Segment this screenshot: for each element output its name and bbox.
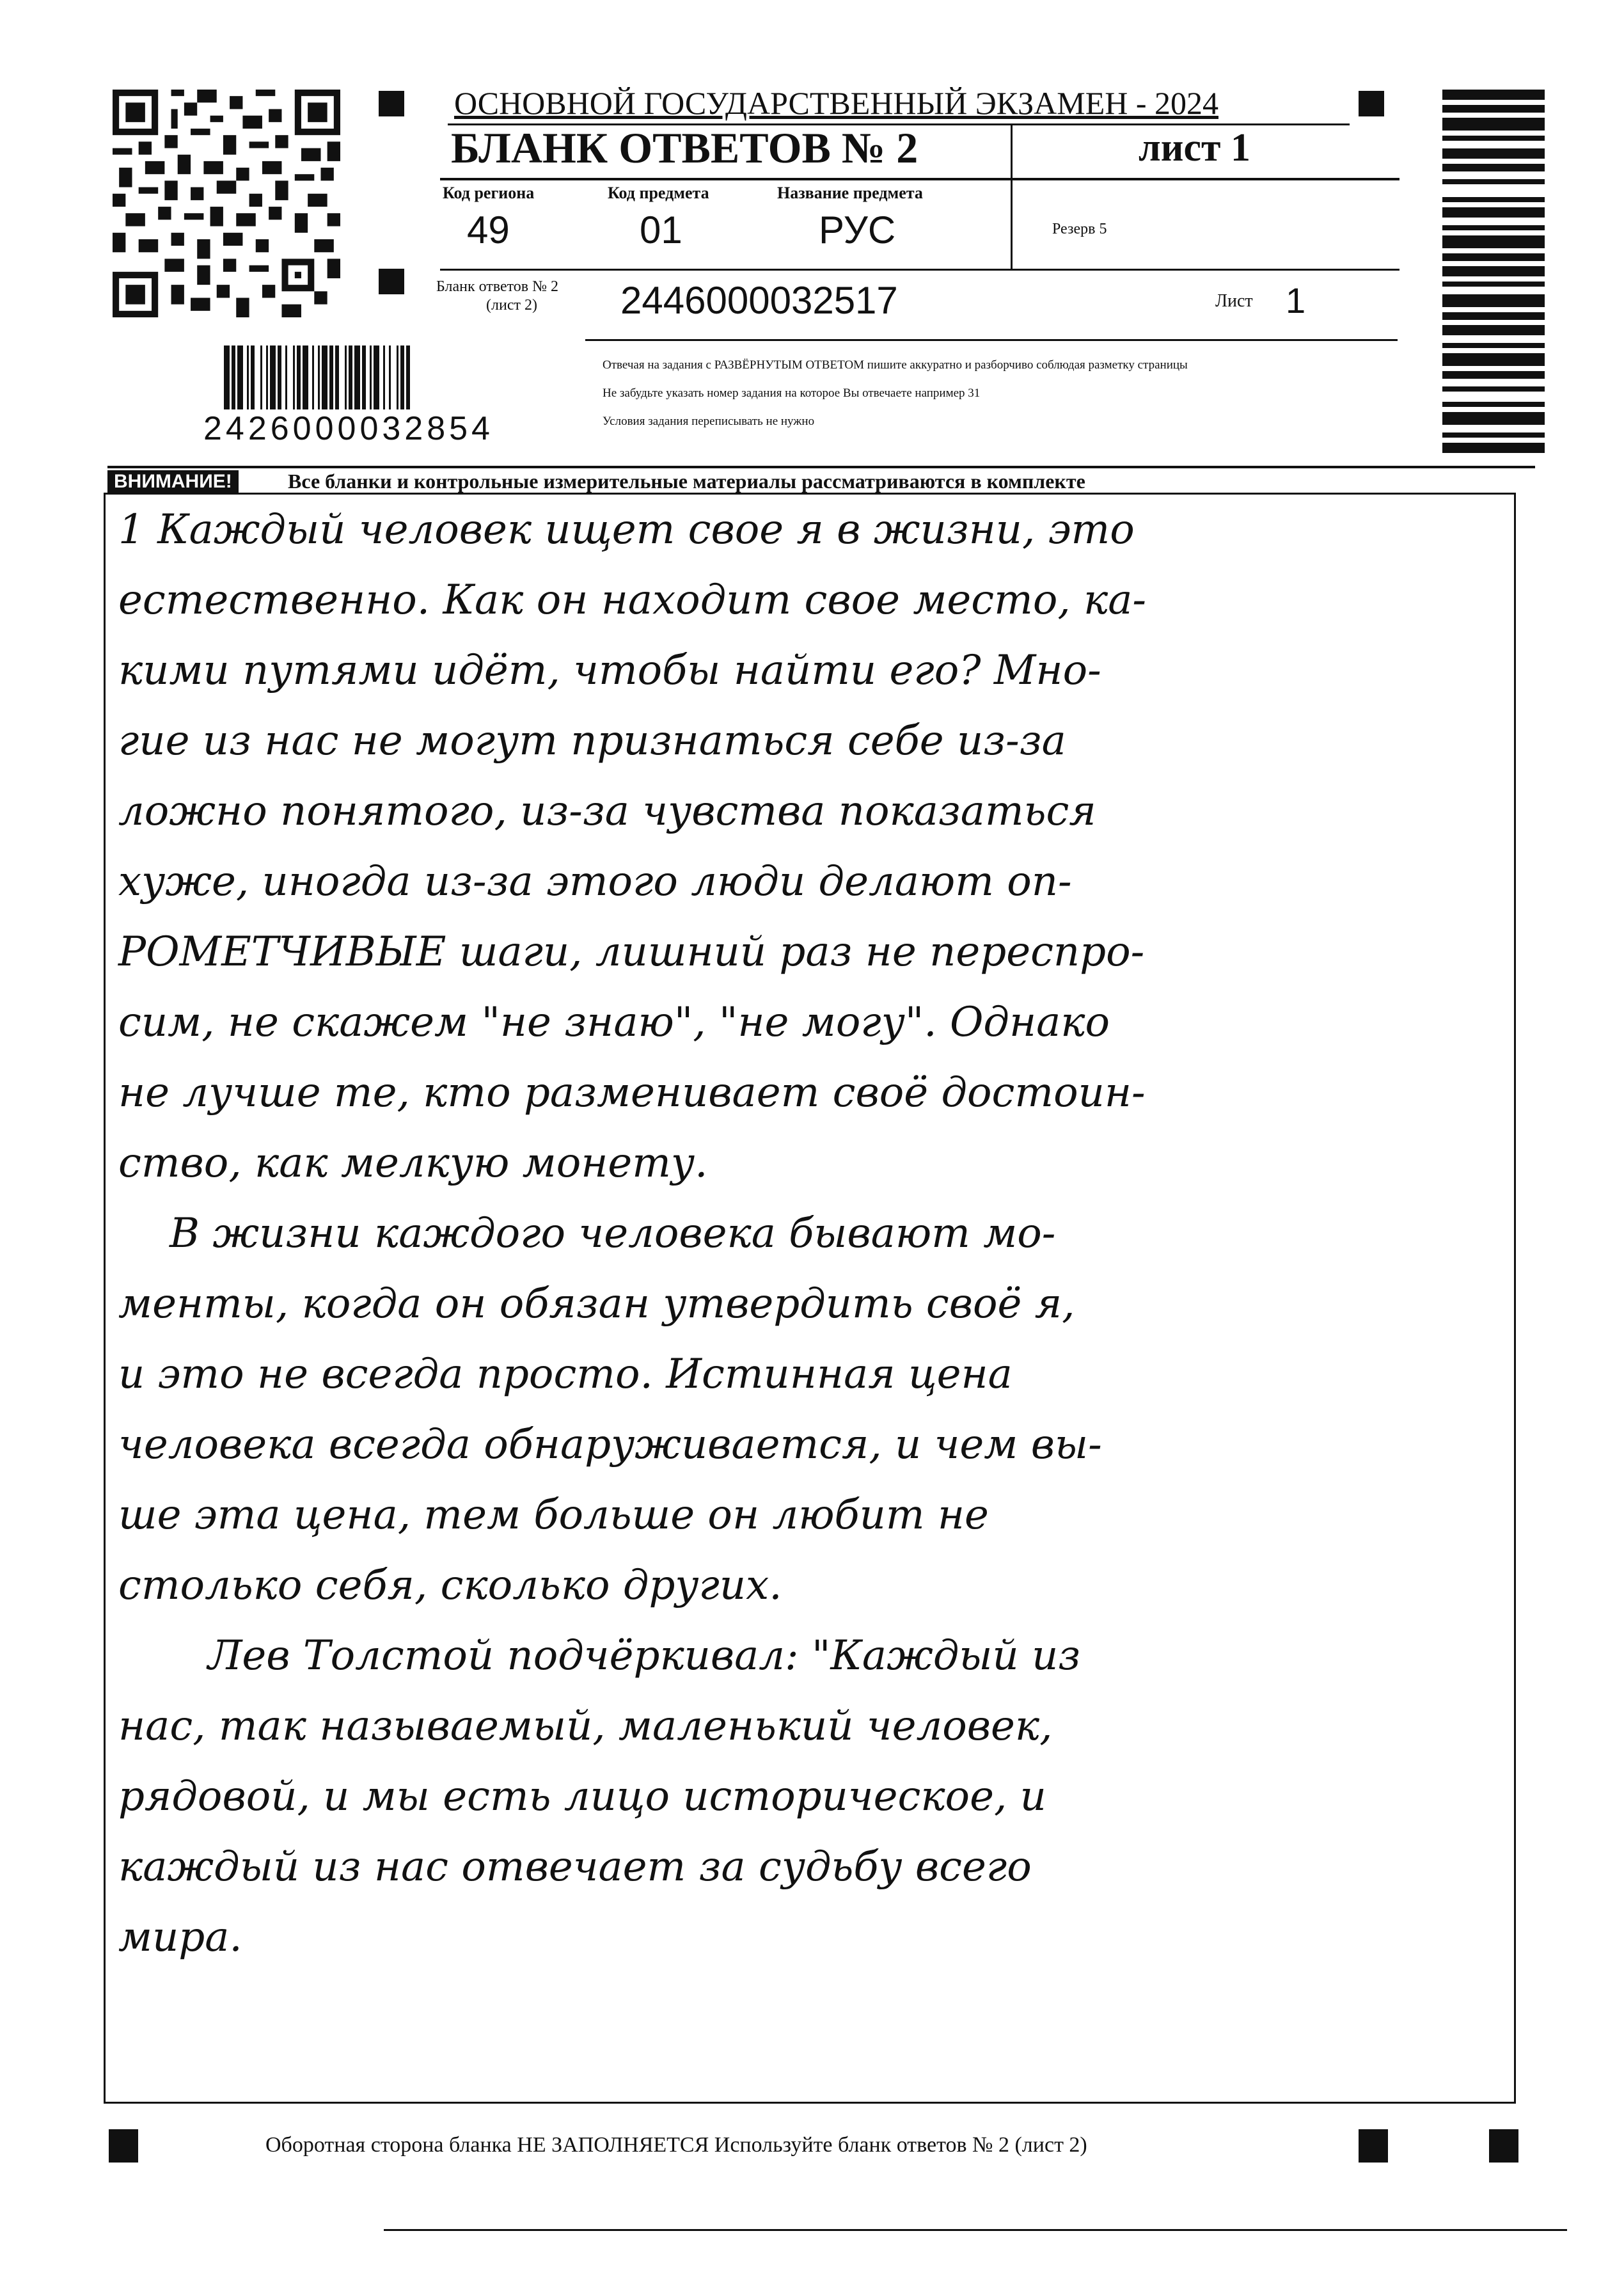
answer-line: и это не всегда просто. Истинная цена xyxy=(118,1351,1013,1398)
answer-line: кими путями идёт, чтобы найти его? Мно- xyxy=(118,647,1101,694)
side-barcode-bar xyxy=(1442,225,1545,230)
subject-code-value: 01 xyxy=(640,209,682,251)
reserve-label: Резерв 5 xyxy=(1052,221,1107,237)
side-barcode-bar xyxy=(1442,235,1545,248)
answer-line: менты, когда он обязан утвердить своё я, xyxy=(118,1280,1075,1328)
registration-mark-top-right xyxy=(1359,91,1384,116)
barcode-bar xyxy=(345,345,347,409)
side-barcode-bar xyxy=(1442,118,1545,131)
answer-line: Лев Толстой подчёркивал: "Каждый из xyxy=(208,1632,1081,1679)
instruction-line-2: Не забудьте указать номер задания на которое Вы отвечаете например 31 xyxy=(603,386,981,400)
barcode-bar xyxy=(237,345,243,409)
barcode-bar xyxy=(270,345,276,409)
side-barcode-bar xyxy=(1442,164,1545,171)
form-reference-line2: (лист 2) xyxy=(486,297,537,314)
side-barcode-bar xyxy=(1442,433,1545,438)
barcode-bar xyxy=(297,345,301,409)
barcode-bar xyxy=(362,345,366,409)
region-code-label: Код региона xyxy=(443,184,535,202)
sheet-label: лист 1 xyxy=(1139,126,1250,170)
answer-line: ложно понятого, из-за чувства показаться xyxy=(118,788,1096,835)
side-barcode-bar xyxy=(1442,353,1545,366)
footer-note: Оборотная сторона бланка НЕ ЗАПОЛНЯЕТСЯ Используйте бланк ответов № 2 (лист 2) xyxy=(265,2133,1087,2157)
answer-line: гие из нас не могут признаться себе из-за xyxy=(118,717,1066,765)
registration-mark-bottom-right xyxy=(1489,2129,1518,2163)
barcode-bar xyxy=(232,345,235,409)
side-barcode-bar xyxy=(1442,325,1545,335)
side-barcode-bar xyxy=(1442,266,1545,276)
barcode-bar xyxy=(349,345,352,409)
instructions-rule xyxy=(585,339,1398,341)
side-barcode-bar xyxy=(1442,294,1545,307)
sheet-number: 1 xyxy=(1286,280,1306,321)
instruction-line-1: Отвечая на задания с РАЗВЁРНУТЫМ ОТВЕТОМ пишите аккуратно и разборчиво соблюдая разметку страницы xyxy=(603,358,1188,372)
barcode-bar xyxy=(335,345,339,409)
answer-line: РОМЕТЧИВЫЕ шаги, лишний раз не переспро- xyxy=(118,928,1145,976)
subject-name-value: РУС xyxy=(819,209,896,251)
side-barcode-bar xyxy=(1442,443,1545,453)
answer-line: мира. xyxy=(118,1914,242,1961)
side-barcode-bar xyxy=(1442,90,1545,100)
qr-code xyxy=(113,90,340,317)
side-barcode-bar xyxy=(1442,136,1545,141)
barcode-bar xyxy=(329,345,333,409)
answer-line: хуже, иногда из-за этого люди делают оп- xyxy=(118,858,1072,905)
barcode-bar xyxy=(293,345,295,409)
registration-mark-mid-left xyxy=(379,269,404,294)
answer-line: естественно. Как он находит свое место, ка- xyxy=(118,576,1147,624)
notice-rule xyxy=(107,466,1535,468)
barcode-bar xyxy=(354,345,360,409)
answer-line: ство, как мелкую монету. xyxy=(118,1139,708,1187)
answer-area[interactable] xyxy=(104,493,1516,2104)
side-barcode-bar xyxy=(1442,179,1545,184)
barcode-bar xyxy=(370,345,372,409)
barcode-bar xyxy=(278,345,281,409)
answer-line: человека всегда обнаруживается, и чем вы- xyxy=(118,1421,1102,1468)
answer-line: рядовой, и мы есть лицо историческое, и xyxy=(118,1773,1046,1820)
side-barcode-bar xyxy=(1442,253,1545,261)
answer-line: ше эта цена, тем больше он любит не xyxy=(118,1491,989,1539)
barcode-bar xyxy=(312,345,314,409)
side-barcode-bar xyxy=(1442,343,1545,348)
barcode-bar xyxy=(397,345,398,409)
barcode-bar xyxy=(389,345,391,409)
notice-badge: ВНИМАНИЕ! xyxy=(107,470,239,493)
barcode-bar xyxy=(247,345,249,409)
side-barcode xyxy=(1442,90,1545,453)
answer-line: столько себя, сколько других. xyxy=(118,1562,782,1609)
answer-line: каждый из нас отвечает за судьбу всего xyxy=(118,1843,1032,1891)
side-barcode-bar xyxy=(1442,412,1545,425)
side-barcode-bar xyxy=(1442,197,1545,202)
side-barcode-bar xyxy=(1442,312,1545,320)
notice-text: Все бланки и контрольные измерительные материалы рассматриваются в комплекте xyxy=(288,470,1085,493)
linear-barcode xyxy=(224,345,551,409)
footer-rule xyxy=(384,2229,1567,2231)
side-barcode-bar xyxy=(1442,402,1545,407)
subject-code-label: Код предмета xyxy=(608,184,709,202)
side-barcode-bar xyxy=(1442,148,1545,159)
barcode-bar xyxy=(400,345,404,409)
side-barcode-bar xyxy=(1442,371,1545,379)
region-code-value: 49 xyxy=(467,209,510,251)
barcode-bar xyxy=(374,345,379,409)
barcode-bar xyxy=(383,345,385,409)
subject-name-label: Название предмета xyxy=(777,184,923,202)
answer-line: нас, так называемый, маленький человек, xyxy=(118,1702,1053,1750)
barcode-bar xyxy=(406,345,410,409)
barcode-bar xyxy=(260,345,262,409)
form-number: 2446000032517 xyxy=(620,279,898,322)
exam-title: ОСНОВНОЙ ГОСУДАРСТВЕННЫЙ ЭКЗАМЕН - 2024 xyxy=(454,85,1218,121)
form-reference-line1: Бланк ответов № 2 xyxy=(436,278,559,295)
barcode-bar xyxy=(224,345,230,409)
answer-line: не лучше те, кто разменивает своё достоин- xyxy=(118,1069,1146,1116)
barcode-number: 2426000032854 xyxy=(203,410,494,447)
barcode-bar xyxy=(285,345,287,409)
side-barcode-bar xyxy=(1442,386,1545,392)
barcode-bar xyxy=(303,345,308,409)
sheet-word: Лист xyxy=(1215,291,1253,311)
side-barcode-bar xyxy=(1442,207,1545,218)
barcode-bar xyxy=(322,345,327,409)
side-barcode-bar xyxy=(1442,282,1545,287)
answer-line: В жизни каждого человека бывают мо- xyxy=(169,1210,1056,1257)
side-barcode-bar xyxy=(1442,105,1545,113)
answer-line: 1 Каждый человек ищет свое я в жизни, это xyxy=(118,506,1135,553)
header-mid-rule xyxy=(440,178,1399,180)
barcode-bar xyxy=(318,345,320,409)
barcode-bar xyxy=(266,345,268,409)
header-divider xyxy=(1011,123,1013,269)
registration-mark-top-left xyxy=(379,91,404,116)
header-lower-rule xyxy=(440,269,1399,271)
registration-mark-bottom-left xyxy=(109,2129,138,2163)
instruction-line-3: Условия задания переписывать не нужно xyxy=(603,415,815,428)
answer-line: сим, не скажем "не знаю", "не могу". Однако xyxy=(118,999,1110,1046)
form-title: БЛАНК ОТВЕТОВ № 2 xyxy=(451,123,918,172)
registration-mark-bottom-mid xyxy=(1359,2129,1388,2163)
barcode-bar xyxy=(251,345,255,409)
